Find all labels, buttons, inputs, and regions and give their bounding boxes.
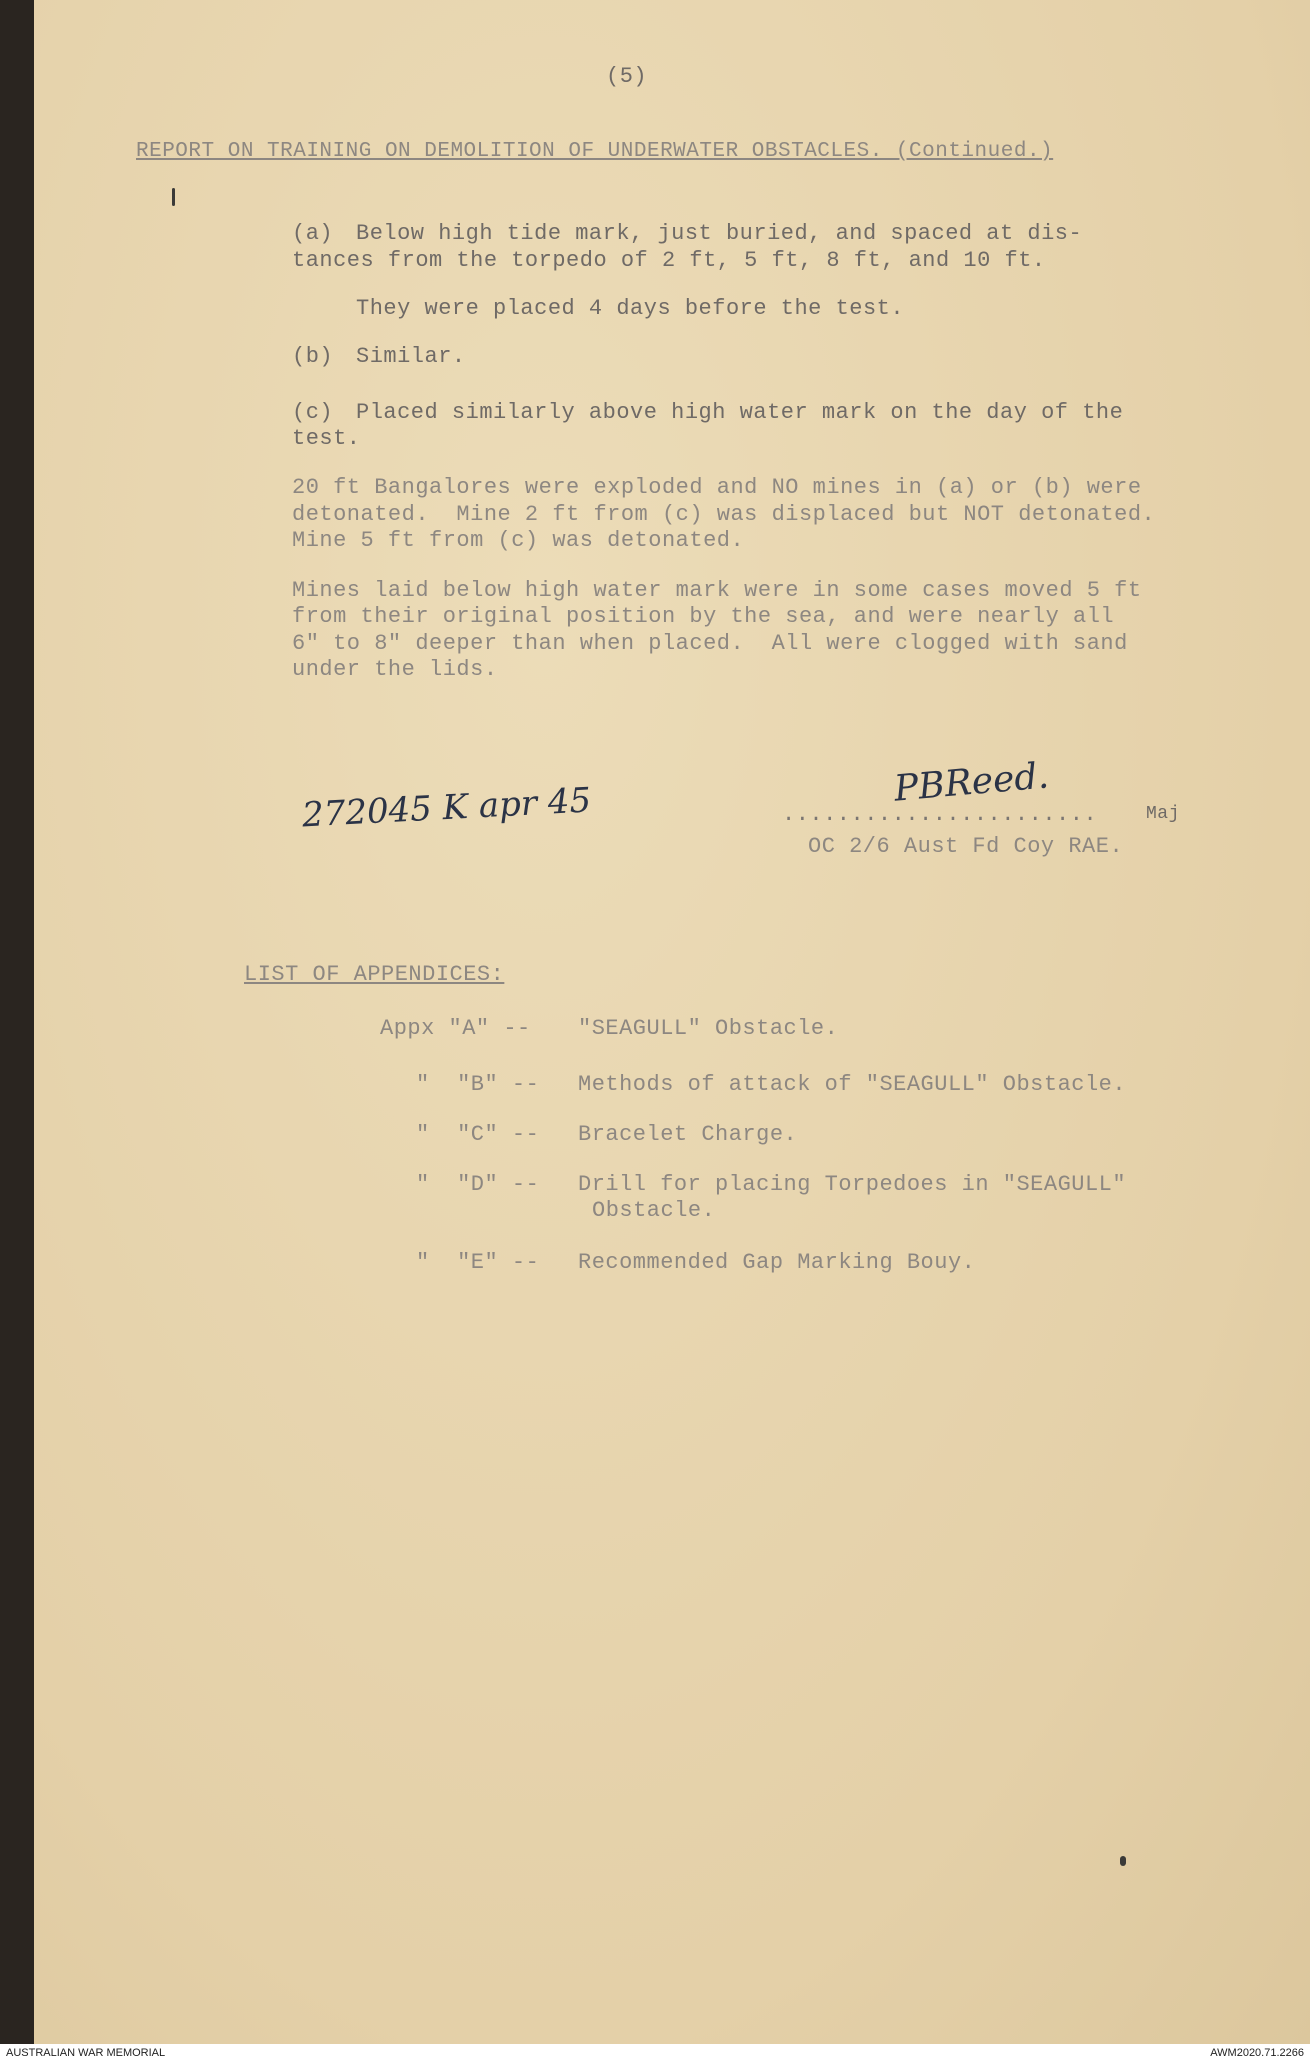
appendix-d-ref: " "D" -- xyxy=(416,1172,540,1197)
item-b-label: (b) xyxy=(292,344,334,369)
observation-line-1: Mines laid below high water mark were in some cases moved 5 ft xyxy=(292,578,1142,603)
stray-mark xyxy=(1120,1856,1126,1866)
appendix-c-ref: " "C" -- xyxy=(416,1122,540,1147)
result-line-3: Mine 5 ft from (c) was detonated. xyxy=(292,528,745,553)
signature-dotted-line: ....................... xyxy=(782,802,1098,827)
item-a-note: They were placed 4 days before the test. xyxy=(356,296,905,321)
item-a-line-1: Below high tide mark, just buried, and spaced at dis- xyxy=(356,221,1083,246)
signature-rank: Maj xyxy=(1146,804,1180,824)
handwritten-date: 272045 K apr 45 xyxy=(301,780,593,836)
appendix-c-title: Bracelet Charge. xyxy=(578,1122,798,1147)
appendix-e-ref: " "E" -- xyxy=(416,1250,540,1275)
item-c-line-1: Placed similarly above high water mark on the day of the xyxy=(356,400,1124,425)
signature: PBReed. xyxy=(892,755,1051,810)
observation-line-2: from their original position by the sea, and were nearly all xyxy=(292,604,1115,629)
stray-mark xyxy=(172,188,175,206)
appendix-b-ref: " "B" -- xyxy=(416,1072,540,1097)
appendix-e-title: Recommended Gap Marking Bouy. xyxy=(578,1250,976,1275)
document-page xyxy=(34,0,1310,2044)
report-heading: REPORT ON TRAINING ON DEMOLITION OF UNDERWATER OBSTACLES. (Continued.) xyxy=(136,140,1054,163)
appendix-a-ref: Appx "A" -- xyxy=(380,1016,531,1041)
footer-accession-number: AWM2020.71.2266 xyxy=(1210,2046,1304,2059)
appendix-d-title-cont: Obstacle. xyxy=(592,1198,716,1223)
signature-unit: OC 2/6 Aust Fd Coy RAE. xyxy=(808,834,1124,859)
footer-institution: AUSTRALIAN WAR MEMORIAL xyxy=(6,2046,166,2059)
appendices-heading: LIST OF APPENDICES: xyxy=(244,962,505,987)
page-number: (5) xyxy=(606,64,648,89)
appendix-a-title: "SEAGULL" Obstacle. xyxy=(578,1016,839,1041)
item-a-label: (a) xyxy=(292,221,334,246)
observation-line-4: under the lids. xyxy=(292,657,498,682)
item-c-label: (c) xyxy=(292,400,334,425)
item-b-text: Similar. xyxy=(356,344,466,369)
item-c-line-2: test. xyxy=(292,426,361,451)
archive-footer xyxy=(0,2044,1310,2061)
appendix-d-title: Drill for placing Torpedoes in "SEAGULL" xyxy=(578,1172,1127,1197)
result-line-1: 20 ft Bangalores were exploded and NO mines in (a) or (b) were xyxy=(292,475,1142,500)
result-line-2: detonated. Mine 2 ft from (c) was displaced but NOT detonated. xyxy=(292,502,1156,527)
observation-line-3: 6" to 8" deeper than when placed. All were clogged with sand xyxy=(292,631,1128,656)
appendix-b-title: Methods of attack of "SEAGULL" Obstacle. xyxy=(578,1072,1127,1097)
item-a-line-2: tances from the torpedo of 2 ft, 5 ft, 8 ft, and 10 ft. xyxy=(292,248,1046,273)
